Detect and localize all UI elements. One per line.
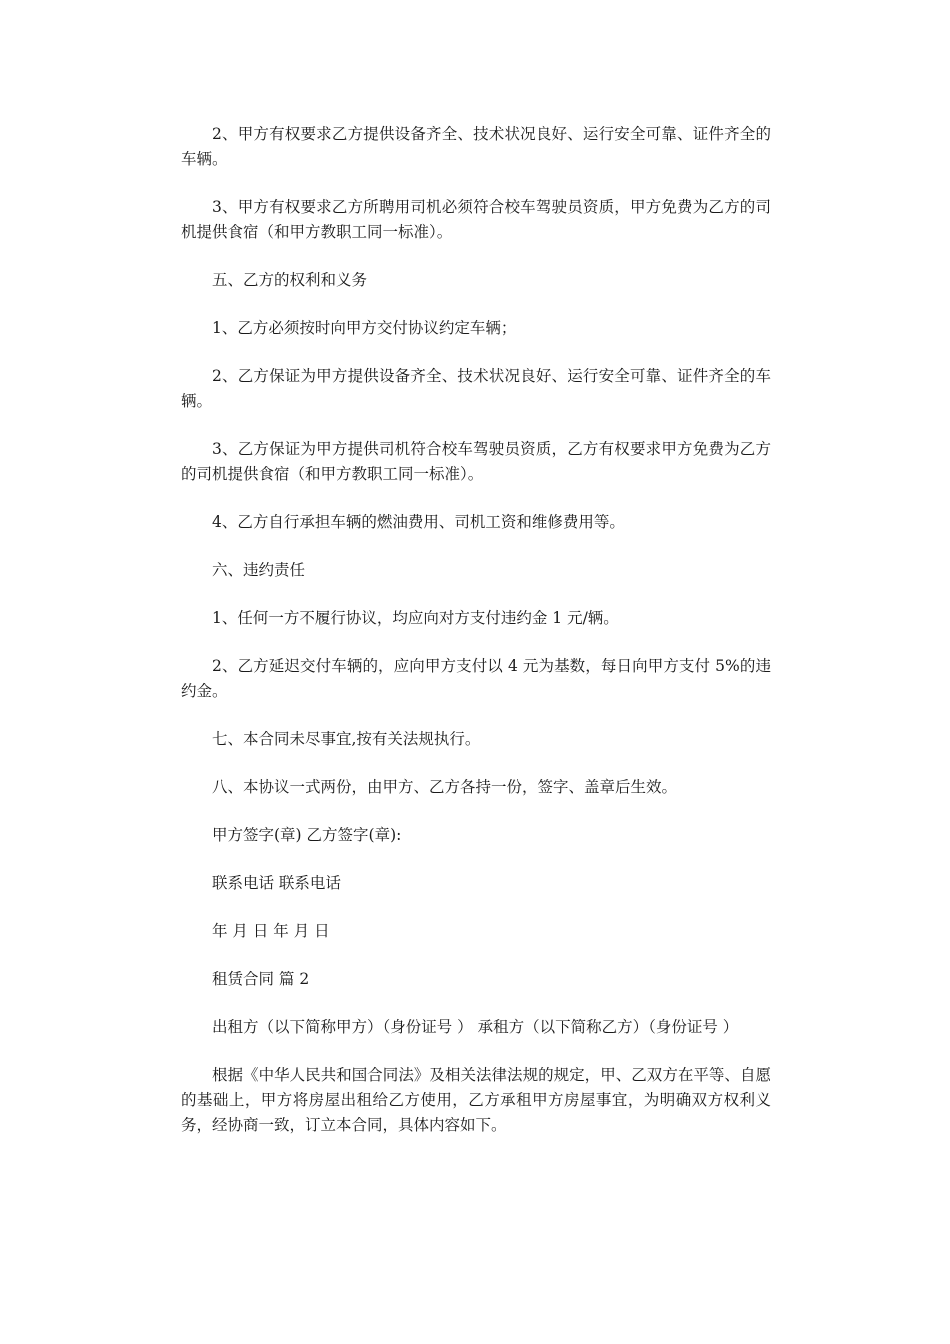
paragraph-clause-5-2: 2、乙方保证为甲方提供设备齐全、技术状况良好、运行安全可靠、证件齐全的车辆。 [181, 367, 771, 410]
signature-line: 甲方签字(章) 乙方签字(章): [212, 826, 402, 844]
paragraph-clause-6-1: 1、任何一方不履行协议，均应向对方支付违约金 1 元/辆。 [212, 609, 619, 627]
contract-title-2: 租赁合同 篇 2 [212, 970, 310, 988]
phone-line: 联系电话 联系电话 [212, 874, 341, 892]
section-heading-8: 八、本协议一式两份，由甲方、乙方各持一份，签字、盖章后生效。 [212, 778, 678, 796]
paragraph-clause-5-3: 3、乙方保证为甲方提供司机符合校车驾驶员资质，乙方有权要求甲方免费为乙方的司机提供食宿（和甲方教职工同一标准）。 [181, 440, 771, 483]
paragraph-clause-4-2: 2、甲方有权要求乙方提供设备齐全、技术状况良好、运行安全可靠、证件齐全的车辆。 [181, 125, 771, 168]
paragraph-clause-5-4: 4、乙方自行承担车辆的燃油费用、司机工资和维修费用等。 [212, 513, 625, 531]
section-heading-6: 六、违约责任 [212, 561, 306, 579]
section-heading-7: 七、本合同未尽事宜,按有关法规执行。 [212, 730, 481, 748]
date-line: 年 月 日 年 月 日 [212, 922, 330, 940]
paragraph-clause-4-3: 3、甲方有权要求乙方所聘用司机必须符合校车驾驶员资质，甲方免费为乙方的司机提供食宿（和甲方教职工同一标准）。 [181, 198, 771, 241]
paragraph-clause-6-2: 2、乙方延迟交付车辆的，应向甲方支付以 4 元为基数，每日向甲方支付 5%的违约金。 [181, 657, 771, 700]
parties-line: 出租方（以下简称甲方）（身份证号 ） 承租方（以下简称乙方）（身份证号 ） [212, 1018, 739, 1036]
paragraph-clause-5-1: 1、乙方必须按时向甲方交付协议约定车辆； [212, 319, 517, 337]
preamble-paragraph: 根据《中华人民共和国合同法》及相关法律法规的规定，甲、乙双方在平等、自愿的基础上，甲方将房屋出租给乙方使用，乙方承租甲方房屋事宜，为明确双方权利义务，经协商一致，订立本合同，具体内容如下。 [181, 1066, 771, 1134]
section-heading-5: 五、乙方的权利和义务 [212, 271, 368, 289]
document-page [181, 122, 771, 1161]
